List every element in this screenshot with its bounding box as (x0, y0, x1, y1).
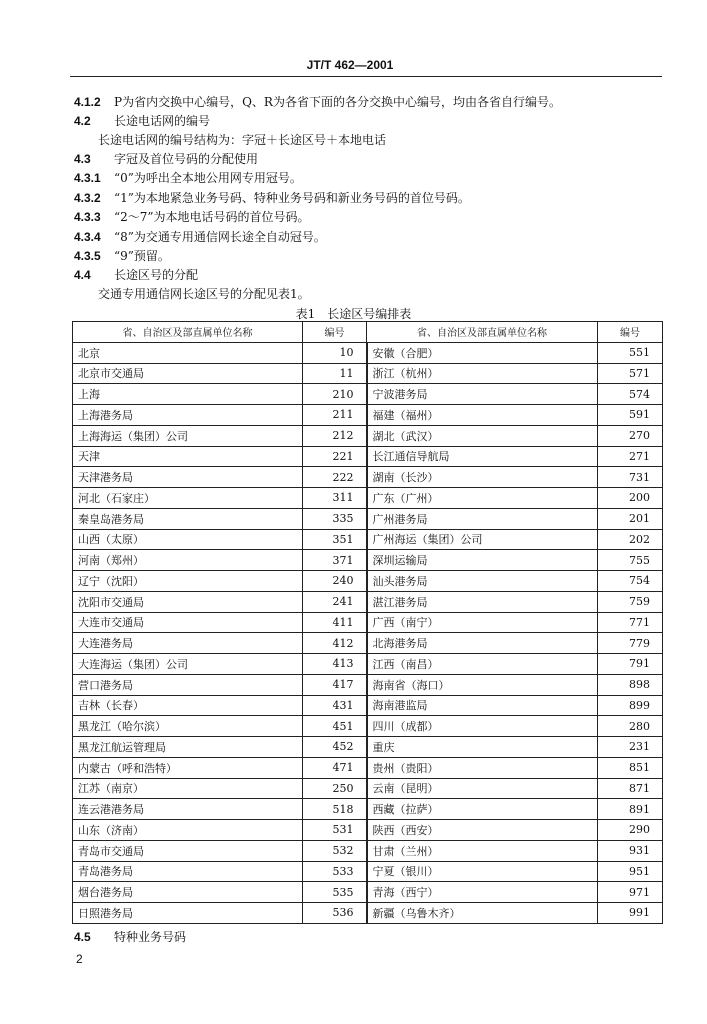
column-header-unit: 省、自治区及部直属单位名称 (73, 322, 303, 343)
code-cell: 536 (303, 903, 367, 924)
table-row (73, 757, 663, 778)
paragraph (74, 248, 170, 264)
unit-name-cell: 秦皇岛港务局 (73, 508, 303, 529)
table-row (73, 820, 663, 841)
unit-name-cell: 辽宁（沈阳） (73, 571, 303, 592)
unit-name-cell: 新疆（乌鲁木齐） (367, 903, 598, 924)
code-cell: 271 (598, 446, 663, 467)
header-rule (70, 76, 662, 77)
area-code-table (72, 321, 663, 924)
unit-name-cell: 广东（广州） (367, 488, 598, 509)
clause-number: 4.3.2 (74, 191, 101, 205)
unit-name-cell: 大连市交通局 (73, 612, 303, 633)
unit-name-cell: 甘肃（兰州） (367, 840, 598, 861)
code-cell: 951 (598, 861, 663, 882)
table-row (73, 508, 663, 529)
table-row (73, 342, 663, 363)
clause-text: 字冠及首位号码的分配使用 (114, 152, 259, 166)
code-cell: 270 (598, 425, 663, 446)
unit-name-cell: 沈阳市交通局 (73, 591, 303, 612)
unit-name-cell: 黑龙江（哈尔滨） (73, 716, 303, 737)
table-row (73, 488, 663, 509)
clause-text: 长途电话网的编号结构为：字冠＋长途区号＋本地电话 (98, 133, 387, 147)
unit-name-cell: 北海港务局 (367, 633, 598, 654)
unit-name-cell: 浙江（杭州） (367, 363, 598, 384)
table-row (73, 425, 663, 446)
code-cell: 202 (598, 529, 663, 550)
table-row (73, 633, 663, 654)
paragraph (98, 132, 386, 148)
table-row (73, 903, 663, 924)
unit-name-cell: 西藏（拉萨） (367, 799, 598, 820)
column-header-unit: 省、自治区及部直属单位名称 (367, 322, 598, 343)
unit-name-cell: 海南港监局 (367, 695, 598, 716)
code-cell: 871 (598, 778, 663, 799)
clause-number: 4.1.2 (74, 95, 101, 109)
clause-number: 4.5 (74, 930, 91, 944)
unit-name-cell: 长江通信导航局 (367, 446, 598, 467)
clause-number: 4.2 (74, 114, 91, 128)
table-row (73, 467, 663, 488)
clause-number: 4.3.1 (74, 171, 101, 185)
unit-name-cell: 营口港务局 (73, 674, 303, 695)
clause-text: 特种业务号码 (114, 930, 187, 944)
unit-name-cell: 贵州（贵阳） (367, 757, 598, 778)
clause-text: “0”为呼出全本地公用网专用冠号。 (114, 171, 302, 185)
unit-name-cell: 上海港务局 (73, 405, 303, 426)
table-row (73, 591, 663, 612)
code-cell: 221 (303, 446, 367, 467)
code-cell: 241 (303, 591, 367, 612)
table-row (73, 778, 663, 799)
unit-name-cell: 江西（南昌） (367, 654, 598, 675)
unit-name-cell: 青岛市交通局 (73, 840, 303, 861)
code-cell: 971 (598, 882, 663, 903)
clause-text: “8”为交通专用通信网长途全自动冠号。 (114, 230, 326, 244)
code-cell: 535 (303, 882, 367, 903)
unit-name-cell: 天津 (73, 446, 303, 467)
table-row (73, 446, 663, 467)
code-cell: 222 (303, 467, 367, 488)
paragraph (74, 190, 470, 206)
code-cell: 771 (598, 612, 663, 633)
code-cell: 240 (303, 571, 367, 592)
code-cell: 991 (598, 903, 663, 924)
clause-text: 长途区号的分配 (114, 268, 199, 282)
table-row (73, 571, 663, 592)
unit-name-cell: 黑龙江航运管理局 (73, 737, 303, 758)
unit-name-cell: 广西（南宁） (367, 612, 598, 633)
table-row (73, 695, 663, 716)
code-cell: 451 (303, 716, 367, 737)
unit-name-cell: 深圳运输局 (367, 550, 598, 571)
unit-name-cell: 四川（成都） (367, 716, 598, 737)
code-cell: 431 (303, 695, 367, 716)
unit-name-cell: 天津港务局 (73, 467, 303, 488)
code-cell: 200 (598, 488, 663, 509)
code-cell: 413 (303, 654, 367, 675)
clause-text: “2～7”为本地电话号码的首位号码。 (114, 210, 310, 224)
column-header-code: 编号 (598, 322, 663, 343)
clause-text: 交通专用通信网长途区号的分配见表1。 (98, 287, 310, 301)
unit-name-cell: 连云港港务局 (73, 799, 303, 820)
unit-name-cell: 山西（太原） (73, 529, 303, 550)
code-cell: 335 (303, 508, 367, 529)
code-cell: 898 (598, 674, 663, 695)
unit-name-cell: 重庆 (367, 737, 598, 758)
unit-name-cell: 日照港务局 (73, 903, 303, 924)
unit-name-cell: 汕头港务局 (367, 571, 598, 592)
clause-number: 4.3.5 (74, 249, 101, 263)
unit-name-cell: 江苏（南京） (73, 778, 303, 799)
code-cell: 574 (598, 384, 663, 405)
code-cell: 791 (598, 654, 663, 675)
unit-name-cell: 北京市交通局 (73, 363, 303, 384)
unit-name-cell: 云南（昆明） (367, 778, 598, 799)
unit-name-cell: 陕西（西安） (367, 820, 598, 841)
code-cell: 417 (303, 674, 367, 695)
code-cell: 371 (303, 550, 367, 571)
table-row (73, 405, 663, 426)
code-cell: 931 (598, 840, 663, 861)
code-cell: 759 (598, 591, 663, 612)
code-cell: 411 (303, 612, 367, 633)
clause-number: 4.4 (74, 268, 91, 282)
clause-text: P为省内交换中心编号，Q、R为各省下面的各分交换中心编号，均由各省自行编号。 (114, 95, 561, 109)
code-cell: 201 (598, 508, 663, 529)
code-cell: 280 (598, 716, 663, 737)
code-cell: 311 (303, 488, 367, 509)
code-cell: 412 (303, 633, 367, 654)
clause-text: “9”预留。 (114, 249, 170, 263)
code-cell: 532 (303, 840, 367, 861)
unit-name-cell: 河北（石家庄） (73, 488, 303, 509)
standard-code: JT/T 462—2001 (306, 58, 394, 72)
table-caption: 表1 长途区号编排表 (295, 307, 412, 321)
paragraph (74, 170, 302, 186)
unit-name-cell: 安徽（合肥） (367, 342, 598, 363)
table-row (73, 861, 663, 882)
unit-name-cell: 吉林（长春） (73, 695, 303, 716)
code-cell: 471 (303, 757, 367, 778)
unit-name-cell: 宁波港务局 (367, 384, 598, 405)
paragraph (74, 229, 326, 245)
code-cell: 250 (303, 778, 367, 799)
clause-number: 4.3.3 (74, 210, 101, 224)
table-row (73, 737, 663, 758)
unit-name-cell: 福建（福州） (367, 405, 598, 426)
table-row (73, 674, 663, 695)
code-cell: 518 (303, 799, 367, 820)
code-cell: 755 (598, 550, 663, 571)
unit-name-cell: 湖北（武汉） (367, 425, 598, 446)
unit-name-cell: 广州港务局 (367, 508, 598, 529)
code-cell: 779 (598, 633, 663, 654)
table-header-row (73, 322, 663, 343)
code-cell: 591 (598, 405, 663, 426)
code-cell: 10 (303, 342, 367, 363)
code-cell: 211 (303, 405, 367, 426)
clause-text: “1”为本地紧急业务号码、特种业务号码和新业务号码的首位号码。 (114, 191, 470, 205)
unit-name-cell: 青海（西宁） (367, 882, 598, 903)
column-header-code: 编号 (303, 322, 367, 343)
paragraph (74, 113, 210, 129)
code-cell: 231 (598, 737, 663, 758)
unit-name-cell: 上海 (73, 384, 303, 405)
table-row (73, 529, 663, 550)
code-cell: 212 (303, 425, 367, 446)
table-row (73, 384, 663, 405)
code-cell: 210 (303, 384, 367, 405)
code-cell: 533 (303, 861, 367, 882)
unit-name-cell: 湛江港务局 (367, 591, 598, 612)
unit-name-cell: 内蒙古（呼和浩特） (73, 757, 303, 778)
unit-name-cell: 海南省（海口） (367, 674, 598, 695)
unit-name-cell: 北京 (73, 342, 303, 363)
code-cell: 531 (303, 820, 367, 841)
table-row (73, 550, 663, 571)
paragraph (74, 209, 310, 225)
code-cell: 290 (598, 820, 663, 841)
code-cell: 891 (598, 799, 663, 820)
page-number: 2 (76, 952, 83, 966)
clause-text: 长途电话网的编号 (114, 114, 211, 128)
unit-name-cell: 大连海运（集团）公司 (73, 654, 303, 675)
code-cell: 851 (598, 757, 663, 778)
paragraph (74, 151, 258, 167)
unit-name-cell: 青岛港务局 (73, 861, 303, 882)
table-row (73, 612, 663, 633)
unit-name-cell: 宁夏（银川） (367, 861, 598, 882)
unit-name-cell: 山东（济南） (73, 820, 303, 841)
code-cell: 452 (303, 737, 367, 758)
paragraph (98, 286, 310, 302)
code-cell: 899 (598, 695, 663, 716)
clause-number: 4.3.4 (74, 230, 101, 244)
code-cell: 754 (598, 571, 663, 592)
table-row (73, 654, 663, 675)
paragraph (74, 929, 186, 945)
unit-name-cell: 湖南（长沙） (367, 467, 598, 488)
unit-name-cell: 广州海运（集团）公司 (367, 529, 598, 550)
paragraph (74, 267, 198, 283)
code-cell: 11 (303, 363, 367, 384)
clause-number: 4.3 (74, 152, 91, 166)
unit-name-cell: 大连港务局 (73, 633, 303, 654)
table-row (73, 840, 663, 861)
table-body (73, 342, 663, 923)
table-row (73, 716, 663, 737)
code-cell: 351 (303, 529, 367, 550)
code-cell: 551 (598, 342, 663, 363)
paragraph (74, 94, 561, 110)
table-row (73, 799, 663, 820)
code-cell: 731 (598, 467, 663, 488)
code-cell: 571 (598, 363, 663, 384)
table-row (73, 882, 663, 903)
table-row (73, 363, 663, 384)
unit-name-cell: 河南（郑州） (73, 550, 303, 571)
unit-name-cell: 上海海运（集团）公司 (73, 425, 303, 446)
unit-name-cell: 烟台港务局 (73, 882, 303, 903)
